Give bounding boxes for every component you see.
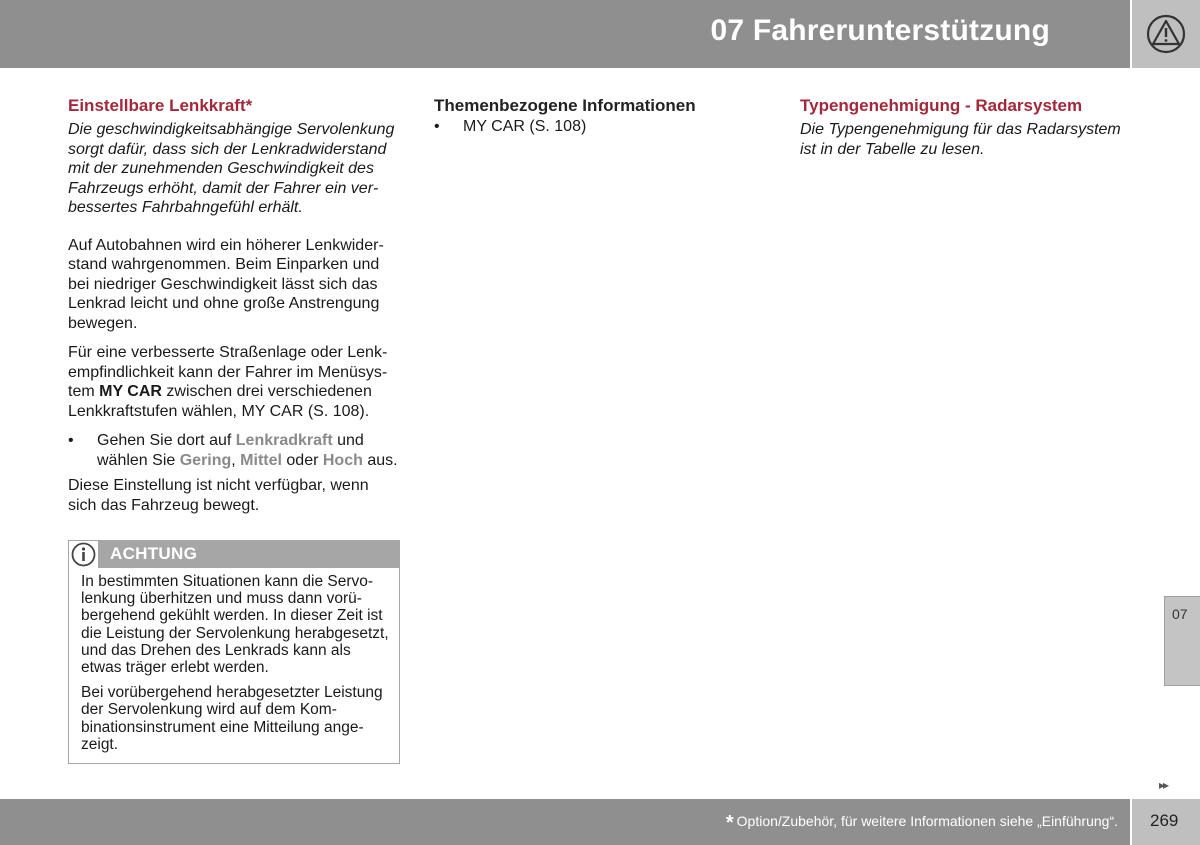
bullet-marker: • [434, 118, 440, 135]
caution-paragraph-2: Bei vorübergehend herabgesetzter Leistung der Servolenkung wird auf dem Kombinationsinstrument eine Mitteilung angezeigt. [81, 684, 383, 753]
menu-option-mittel: Mittel [240, 451, 282, 469]
related-info-heading: Themenbezogene Informationen [434, 96, 696, 115]
caution-box [68, 540, 400, 764]
column-middle [434, 96, 764, 137]
paragraph-not-available: Diese Einstellung ist nicht verfügbar, wenn sich das Fahrzeug bewegt. [68, 477, 369, 514]
footnote [726, 812, 1118, 835]
caution-header [69, 541, 399, 568]
footnote-text: Option/Zubehör, für weitere Informationen siehe „Einführung“. [736, 813, 1118, 829]
warning-triangle-icon [1146, 14, 1186, 54]
page-footer [0, 799, 1130, 845]
column-right [800, 96, 1140, 159]
paragraph-mycar: Für eine verbesserte Straßenlage oder Lenkempfindlichkeit kann der Fahrer im Menüsystem MY CAR zwischen drei verschiedenen Lenkkraftstufen wählen, MY CAR (S. 108). [68, 344, 388, 420]
page-number-box [1132, 799, 1200, 845]
caution-paragraph-1: In bestimmten Situationen kann die Servolenkung überhitzen und muss dann vorübergehend gekühlt werden. In dieser Zeit ist die Leistung der Servolenkung herabgesetzt, und das Drehen des Lenkrads kann als etwas träger erlebt werden. [81, 573, 389, 677]
menu-option-lenkradkraft: Lenkradkraft [235, 432, 333, 449]
menu-option-gering: Gering [179, 451, 232, 469]
column-left [68, 96, 400, 515]
side-tab-label: 07 [1172, 606, 1188, 622]
radar-intro-text: Die Typengenehmigung für das Radarsystem ist in der Tabelle zu lesen. [800, 121, 1121, 158]
related-link-mycar[interactable] [434, 117, 764, 137]
instruction-bullet: • Gehen Sie dort auf Lenkradkraft und wählen Sie Gering, Mittel oder Hoch aus. [68, 432, 398, 469]
footnote-star: * [725, 812, 734, 834]
chapter-icon-box [1132, 0, 1200, 68]
page-number: 269 [1150, 811, 1179, 830]
related-link-text: MY CAR (S. 108) [463, 118, 587, 135]
info-icon [71, 542, 96, 567]
paragraph-autobahn: Auf Autobahnen wird ein höherer Lenkwiderstand wahrgenommen. Beim Einparken und bei niedriger Geschwindigkeit lässt sich das Lenkrad leicht und ohne große Anstrengung bewegen. [68, 236, 384, 332]
chapter-side-tab[interactable] [1164, 596, 1200, 686]
chapter-title: 07 Fahrerunterstützung [710, 14, 1050, 47]
caution-body [69, 568, 399, 753]
bullet-marker: • [68, 432, 74, 449]
section-heading-lenkkraft: Einstellbare Lenkkraft* [68, 96, 253, 115]
caution-label: ACHTUNG [110, 544, 198, 563]
chapter-header [0, 0, 1130, 68]
section-heading-radarsystem: Typengenehmigung - Radarsystem [800, 96, 1083, 115]
double-arrow-right-icon: ▸▸ [1159, 778, 1168, 792]
menu-option-hoch: Hoch [322, 451, 363, 469]
intro-text: Die geschwindigkeitsabhängige Servolenkung sorgt dafür, dass sich der Lenkradwiderstand mit der zunehmenden Geschwindigkeit des Fahrzeugs erhöht, damit der Fahrer ein verbessertes Fahrbahngefühl erhält. [68, 121, 395, 216]
caution-icon-box [69, 541, 99, 568]
